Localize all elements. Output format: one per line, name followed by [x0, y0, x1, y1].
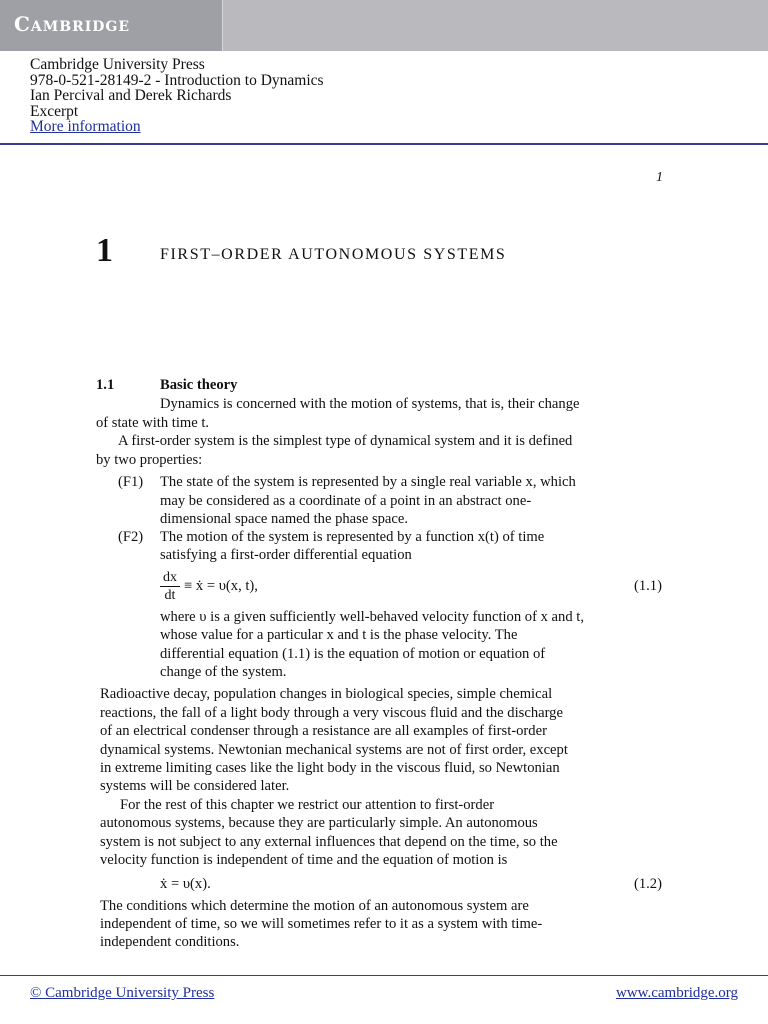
- chapter-title: FIRST–ORDER AUTONOMOUS SYSTEMS: [160, 246, 507, 263]
- property-label: (F1): [118, 474, 144, 490]
- fraction-bar: [160, 586, 180, 587]
- authors: Ian Percival and Derek Richards: [30, 87, 232, 104]
- page-number: 1: [656, 170, 663, 185]
- text-line: independent conditions.: [100, 934, 240, 950]
- header-banner: [0, 0, 768, 51]
- cambridge-site-link[interactable]: www.cambridge.org: [615, 985, 738, 1001]
- equation-label: (1.1): [634, 578, 662, 594]
- text-line: in extreme limiting cases like the light body in the viscous fluid, so Newtonian: [100, 760, 560, 776]
- text-line: The motion of the system is represented by a function x(t) of time: [160, 529, 545, 545]
- more-information-link[interactable]: More information: [30, 118, 141, 135]
- equation-1-1: ≡ ẋ = υ(x, t),: [184, 578, 258, 594]
- footer-divider: [0, 975, 768, 976]
- text-line: satisfying a first-order differential equation: [160, 547, 412, 563]
- equation-fraction: [160, 570, 180, 603]
- copyright-link[interactable]: © Cambridge University Press: [30, 985, 215, 1001]
- text-line: where υ is a given sufficiently well-behaved velocity function of x and t,: [160, 609, 584, 625]
- book-metadata: [30, 57, 324, 135]
- equation-label: (1.2): [634, 876, 662, 892]
- fraction-denominator: dt: [164, 588, 176, 603]
- section-number: 1.1: [96, 377, 115, 393]
- text-line: differential equation (1.1) is the equation of motion or equation of: [160, 646, 546, 662]
- text-line: dimensional space named the phase space.: [160, 511, 409, 527]
- property-label: (F2): [118, 529, 144, 545]
- isbn-title: 978-0-521-28149-2 - Introduction to Dynamics: [30, 71, 324, 89]
- text-line: whose value for a particular x and t is the phase velocity. The: [160, 627, 518, 643]
- text-line: dynamical systems. Newtonian mechanical systems are not of first order, except: [100, 742, 568, 758]
- text-line: For the rest of this chapter we restrict our attention to first-order: [120, 797, 495, 813]
- text-line: systems will be considered later.: [100, 778, 290, 794]
- brand-box: [0, 0, 223, 51]
- text-line: The state of the system is represented by a single real variable x, which: [160, 474, 576, 490]
- text-line: change of the system.: [160, 664, 287, 680]
- text-line: independent of time, so we will sometimes refer to it as a system with time-: [100, 916, 543, 932]
- excerpt-label: Excerpt: [30, 102, 79, 120]
- section-title: Basic theory: [160, 377, 238, 393]
- equation-1-2: ẋ = υ(x).: [160, 876, 211, 892]
- header-divider: [0, 143, 768, 145]
- text-line: autonomous systems, because they are particularly simple. An autonomous: [100, 815, 538, 831]
- text-line: by two properties:: [96, 452, 203, 468]
- publisher: Cambridge University Press: [30, 56, 205, 73]
- text-line: velocity function is independent of time and the equation of motion is: [100, 852, 508, 868]
- text-line: of state with time t.: [96, 415, 210, 431]
- text-line: Radioactive decay, population changes in biological species, simple chemical: [100, 686, 553, 702]
- text-line: may be considered as a coordinate of a point in an abstract one-: [160, 493, 532, 509]
- text-line: of an electrical condenser through a resistance are all examples of first-order: [100, 723, 547, 739]
- footer-left: [30, 985, 214, 1002]
- footer-right: [616, 985, 738, 1002]
- text-line: The conditions which determine the motion of an autonomous system are: [100, 898, 529, 914]
- cambridge-logo: Cambridge: [14, 12, 131, 36]
- text-line: A first-order system is the simplest type of dynamical system and it is defined: [118, 433, 573, 449]
- text-line: system is not subject to any external influences that depend on the time, so the: [100, 834, 558, 850]
- text-line: Dynamics is concerned with the motion of systems, that is, their change: [160, 396, 580, 412]
- fraction-numerator: dx: [163, 570, 177, 585]
- chapter-number: 1: [96, 232, 113, 269]
- text-line: reactions, the fall of a light body through a very viscous fluid and the discharge: [100, 705, 563, 721]
